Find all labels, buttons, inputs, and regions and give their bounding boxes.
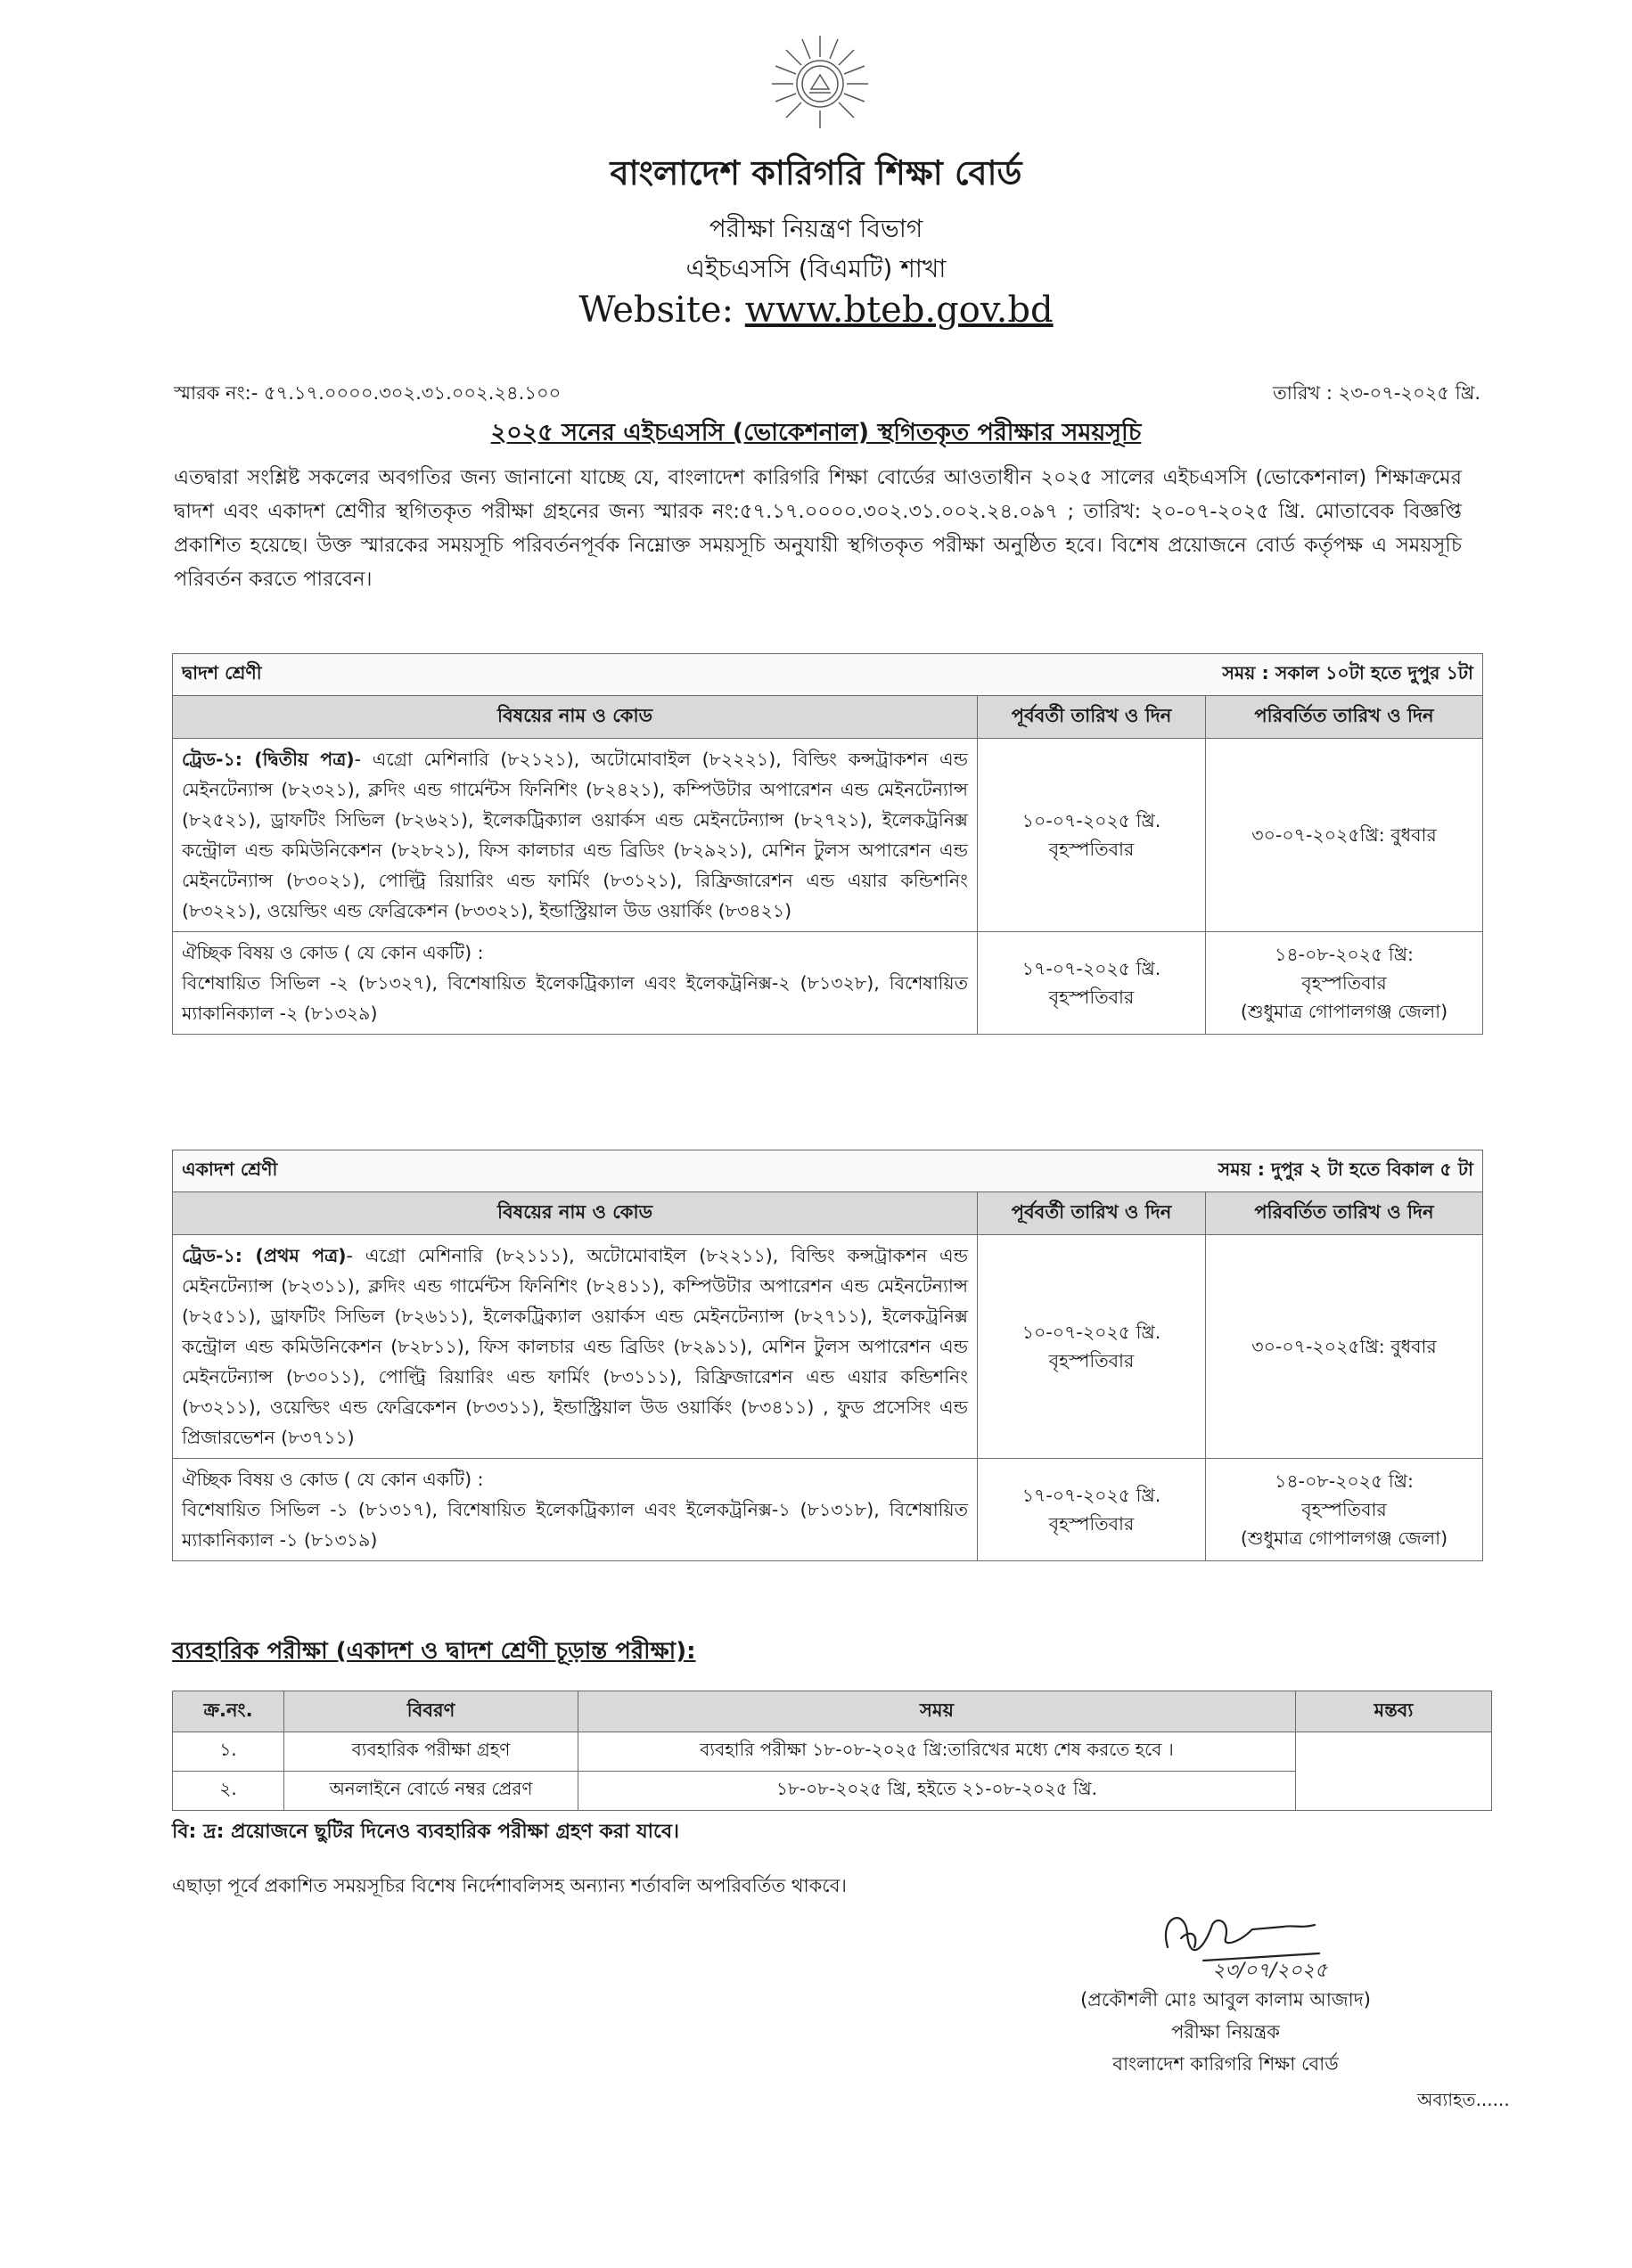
description-cell: ব্যবহারিক পরীক্ষা গ্রহণ [284,1732,578,1772]
document-title-text: ২০২৫ সনের এইচএসসি (ভোকেশনাল) স্থগিতকৃত পরীক্ষার সময়সূচি [490,419,1142,446]
bteb-seal-icon [767,27,873,134]
class11-name: একাদশ শ্রেণী [182,1159,278,1180]
signatory-org: বাংলাদেশ কারিগরি শিক্ষা বোর্ড [1112,2053,1339,2075]
column-previous-date: পূর্ববর্তী তারিখ ও দিন [978,696,1206,739]
website-label: Website: [578,290,734,331]
previous-date: ১৭-০৭-২০২৫ খ্রি. [1021,958,1161,979]
previous-date-cell [978,1459,1206,1561]
previous-day: বৃহস্পতিবার [1048,1513,1135,1535]
subject-cell [173,739,978,932]
class12-header-row [173,696,1483,739]
column-serial: ক্র.নং. [173,1691,284,1732]
document-title [0,414,1632,454]
signature-icon [1150,1898,1328,1983]
time-cell: ১৮-০৮-২০২৫ খ্রি, হইতে ২১-০৮-২০২৫ খ্রি. [578,1772,1296,1811]
signature-date: ২৩/০৭/২০২৫ [1212,1960,1328,1982]
intro-paragraph: এতদ্বারা সংশ্লিষ্ট সকলের অবগতির জন্য জানানো যাচ্ছে যে, বাংলাদেশ কারিগরি শিক্ষা বোর্ডের আওতাধীন ২০২৫ সালের এইচএসসি (ভোকেশনাল) শিক্ষাক্রমের দ্বাদশ এবং একাদশ শ্রেণীর স্থগিতকৃত পরীক্ষা গ্রহনের জন্য স্মারক নং:৫৭.১৭.০০০০.৩০২.৩১.০০২.২৪.০৯৭ ; তারিখ: ২০-০৭-২০২৫ খ্রি. মোতাবেক বিজ্ঞপ্তি প্রকাশিত হয়েছে। উক্ত স্মারকের সময়সূচি পরিবর্তনপূর্বক নিম্নোক্ত সময়সূচি অনুযায়ী স্থগিতকৃত পরীক্ষা অনুষ্ঠিত হবে। বিশেষ প্রয়োজনে বোর্ড কর্তৃপক্ষ এ সময়সূচি পরিবর্তন করতে পারবেন। [174,466,1462,591]
continued-marker: অব্যাহত...... [1417,2089,1510,2110]
table-row [173,1235,1483,1459]
signatory-name: (প্রকৌশলী মোঃ আবুল কালাম আজাদ) [1080,1989,1371,2010]
table-row [173,1772,1492,1811]
signatory-role: পরীক্ষা নিয়ন্ত্রক [1171,2021,1280,2043]
memo-date: তারিখ : ২৩-০৭-২০২৫ খ্রি. [1273,382,1480,404]
website-line [0,290,1632,331]
subject-list: - এগ্রো মেশিনারি (৮২১২১), অটোমোবাইল (৮২২২১), বিল্ডিং কন্সট্রাকশন এন্ড মেইনটেন্যান্স (৮২৩২১), ক্লদিং এন্ড গার্মেন্টস ফিনিশিং (৮২৪২১), কম্পিউটার অপারেশন এন্ড মেইনটেন্যান্স (৮২৫২১), ড্রাফটিং সিভিল (৮২৬২১), ইলেকট্রিক্যাল ওয়ার্কস এন্ড মেইনটেন্যান্স (৮২৭২১), ইলেকট্রনিক্স কন্ট্রোল এন্ড কমিউনিকেশন (৮২৮২১), ফিস কালচার এন্ড ব্রিডিং (৮২৯২১), মেশিন টুলস অপারেশন এন্ড মেইনটেন্যান্স (৮৩০২১), পোল্ট্রি রিয়ারিং এন্ড ফার্মিং (৮৩১২১), রিফ্রিজারেশন এন্ড এয়ার কন্ডিশনিং (৮৩২২১), ওয়েল্ডিং এন্ড ফেব্রিকেশন (৮৩৩২১), ইন্ডাস্ট্রিয়াল উড ওয়ার্কিং (৮৩৪২১) [182,749,968,921]
changed-note: (শুধুমাত্র গোপালগঞ্জ জেলা) [1240,1001,1448,1022]
column-previous-date: পূর্ববর্তী তারিখ ও দিন [978,1192,1206,1235]
description-cell: অনলাইনে বোর্ডে নম্বর প্রেরণ [284,1772,578,1811]
table-row [173,932,1483,1035]
memo-reference: স্মারক নং:- ৫৭.১৭.০০০০.৩০২.৩১.০০২.২৪.১০০ [174,382,562,404]
column-description: বিবরণ [284,1691,578,1732]
table-row [173,1459,1483,1561]
previous-day: বৃহস্পতিবার [1048,839,1135,860]
trade-label: ট্রেড-১: (দ্বিতীয় পত্র) [182,749,355,770]
previous-date-cell [978,1235,1206,1459]
changed-date-cell [1206,1459,1483,1561]
class12-time: সময় : সকাল ১০টা হতে দুপুর ১টা [1222,662,1473,684]
previous-date-cell [978,739,1206,932]
changed-date: ১৪-০৮-২০২৫ খ্রি: [1275,944,1414,965]
previous-day: বৃহস্পতিবার [1048,1350,1135,1371]
changed-date-cell [1206,1235,1483,1459]
table-row [173,1732,1492,1772]
class12-caption [173,654,1483,696]
subject-list: - এগ্রো মেশিনারি (৮২১১১), অটোমোবাইল (৮২২১১), বিল্ডিং কন্সট্রাকশন এন্ড মেইনটেন্যান্স (৮২৩১১), ক্লদিং এন্ড গার্মেন্টস ফিনিশিং (৮২৪১১), কম্পিউটার অপারেশন এন্ড মেইনটেন্যান্স (৮২৫১১), ড্রাফটিং সিভিল (৮২৬১১), ইলেকট্রিক্যাল ওয়ার্কস এন্ড মেইনটেন্যান্স (৮২৭১১), ইলেকট্রনিক্স কন্ট্রোল এন্ড কমিউনিকেশন (৮২৮১১), ফিস কালচার এন্ড ব্রিডিং (৮২৯১১), মেশিন টুলস অপারেশন এন্ড মেইনটেন্যান্স (৮৩০১১), পোল্ট্রি রিয়ারিং এন্ড ফার্মিং (৮৩১১১), রিফ্রিজারেশন এন্ড এয়ার কন্ডিশনিং (৮৩২১১), ওয়েল্ডিং এন্ড ফেব্রিকেশন (৮৩৩১১), ইন্ডাস্ট্রিয়াল উড ওয়ার্কিং (৮৩৪১১) , ফুড প্রসেসিং এন্ড প্রিজারভেশন (৮৩৭১১) [182,1245,969,1448]
changed-date-cell [1206,932,1483,1035]
branch-name: এইচএসসি (বিএমটি) শাখা [685,254,947,283]
previous-date: ১০-০৭-২০২৫ খ্রি. [1021,1322,1161,1343]
class11-caption [173,1150,1483,1192]
subject-cell [173,1235,978,1459]
changed-date: ১৪-০৮-২০২৫ খ্রি: [1275,1470,1414,1492]
subject-list: বিশেষায়িত সিভিল -২ (৮১৩২৭), বিশেষায়িত ইলেকট্রিক্যাল এবং ইলেকট্রনিক্স-২ (৮১৩২৮), বিশেষায়িত ম্যাকানিক্যাল -২ (৮১৩২৯) [182,972,968,1024]
class11-header-row [173,1192,1483,1235]
previous-date-cell [978,932,1206,1035]
optional-intro: ঐচ্ছিক বিষয় ও কোড ( যে কোন একটি) : [182,1469,484,1490]
practical-header-row [173,1691,1492,1732]
subject-list: বিশেষায়িত সিভিল -১ (৮১৩১৭), বিশেষায়িত ইলেকট্রিক্যাল এবং ইলেকট্রনিক্স-১ (৮১৩১৮), বিশেষায়িত ম্যাকানিক্যাল -১ (৮১৩১৯) [182,1499,968,1551]
subject-cell [173,1459,978,1561]
practical-table [172,1691,1492,1811]
org-name: বাংলাদেশ কারিগরি শিক্ষা বোর্ড [610,153,1022,192]
changed-day: বৃহস্পতিবার [1301,1499,1387,1520]
column-changed-date: পরিবর্তিত তারিখ ও দিন [1206,696,1483,739]
class11-schedule-table [172,1150,1483,1561]
note-text: বি: দ্র: প্রয়োজনে ছুটির দিনেও ব্যবহারিক পরীক্ষা গ্রহণ করা যাবে। [172,1821,680,1843]
class12-caption-row [173,654,1483,696]
closing-text: এছাড়া পূর্বে প্রকাশিত সময়সূচির বিশেষ নির্দেশাবলিসহ অন্যান্য শর্তাবলি অপরিবর্তিত থাকবে। [172,1875,847,1896]
changed-date: ৩০-০৭-২০২৫খ্রি: বুধবার [1251,824,1437,846]
column-remarks: মন্তব্য [1296,1691,1492,1732]
column-subject: বিষয়ের নাম ও কোড [173,1192,978,1235]
changed-day: বৃহস্পতিবার [1301,972,1387,994]
previous-date: ১০-০৭-২০২৫ খ্রি. [1021,810,1161,831]
class12-name: দ্বাদশ শ্রেণী [182,662,262,684]
changed-date-cell [1206,739,1483,932]
class11-time: সময় : দুপুর ২ টা হতে বিকাল ৫ টা [1218,1159,1473,1180]
optional-intro: ঐচ্ছিক বিষয় ও কোড ( যে কোন একটি) : [182,942,484,963]
subject-cell [173,932,978,1035]
trade-label: ট্রেড-১: (প্রথম পত্র) [182,1245,347,1266]
practical-title [172,1633,696,1672]
class11-caption-row [173,1150,1483,1192]
remarks-cell [1296,1732,1492,1811]
website-link[interactable]: www.bteb.gov.bd [744,290,1054,331]
department-name: পরীক্ষা নিয়ন্ত্রণ বিভাগ [709,214,923,243]
serial-cell: ১. [173,1732,284,1772]
serial-cell: ২. [173,1772,284,1811]
changed-note: (শুধুমাত্র গোপালগঞ্জ জেলা) [1240,1527,1448,1549]
class12-schedule-table [172,653,1483,1035]
previous-day: বৃহস্পতিবার [1048,987,1135,1008]
previous-date: ১৭-০৭-২০২৫ খ্রি. [1021,1485,1161,1506]
column-changed-date: পরিবর্তিত তারিখ ও দিন [1206,1192,1483,1235]
table-row [173,739,1483,932]
column-subject: বিষয়ের নাম ও কোড [173,696,978,739]
time-cell: ব্যবহারি পরীক্ষা ১৮-০৮-২০২৫ খ্রি:তারিখের মধ্যে শেষ করতে হবে । [578,1732,1296,1772]
practical-title-text: ব্যবহারিক পরীক্ষা (একাদশ ও দ্বাদশ শ্রেণী চূড়ান্ত পরীক্ষা): [172,1638,696,1665]
changed-date: ৩০-০৭-২০২৫খ্রি: বুধবার [1251,1336,1437,1357]
column-time: সময় [578,1691,1296,1732]
